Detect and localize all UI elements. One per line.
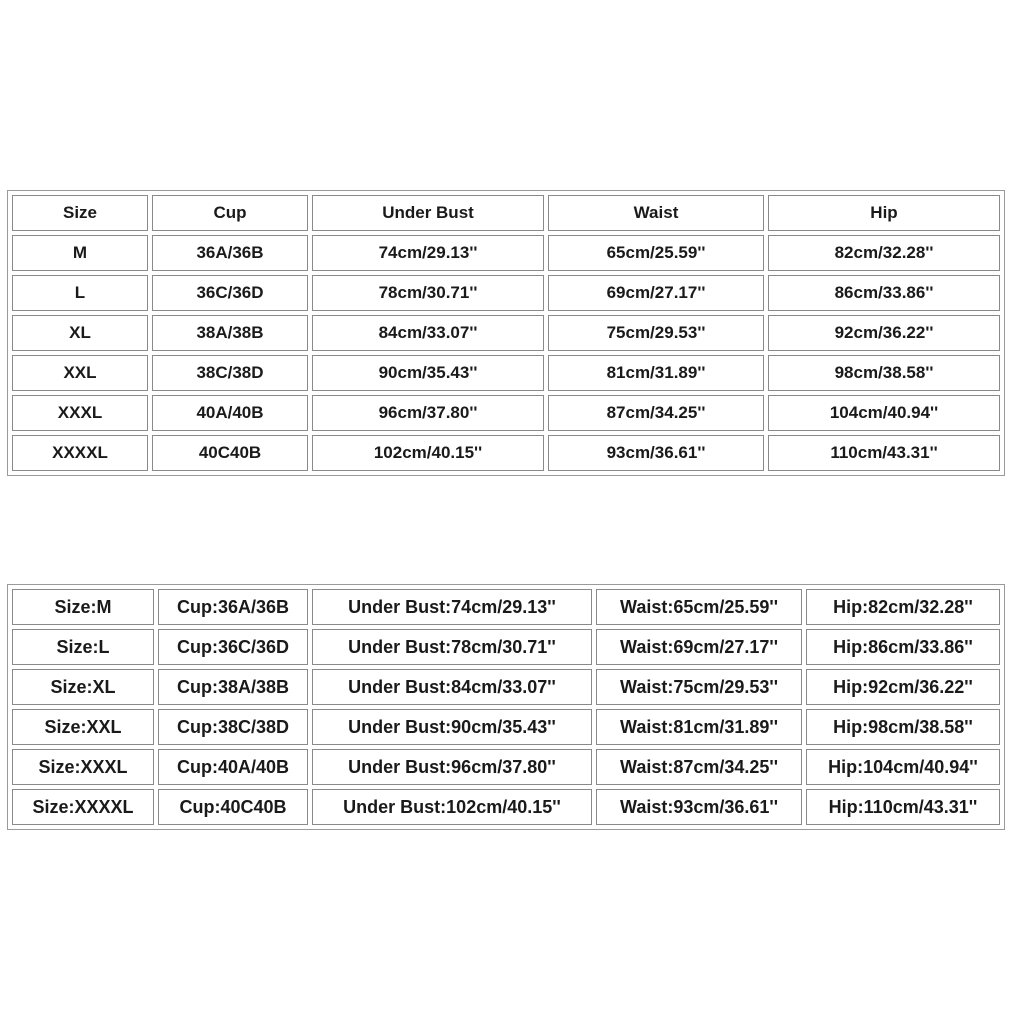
hip-cell: Hip:104cm/40.94'' bbox=[806, 749, 1000, 785]
cup-cell: Cup:38C/38D bbox=[158, 709, 308, 745]
table-row bbox=[12, 315, 1000, 351]
cup-cell: 36C/36D bbox=[152, 275, 308, 311]
cup-cell: 38C/38D bbox=[152, 355, 308, 391]
hip-cell: 86cm/33.86'' bbox=[768, 275, 1000, 311]
table-row bbox=[12, 789, 1000, 825]
hip-cell: Hip:82cm/32.28'' bbox=[806, 589, 1000, 625]
size-cell: Size:XL bbox=[12, 669, 154, 705]
waist-cell: 87cm/34.25'' bbox=[548, 395, 764, 431]
waist-cell: Waist:65cm/25.59'' bbox=[596, 589, 802, 625]
size-cell: Size:XXL bbox=[12, 709, 154, 745]
table-row bbox=[12, 435, 1000, 471]
table-row bbox=[12, 669, 1000, 705]
waist-cell: 75cm/29.53'' bbox=[548, 315, 764, 351]
size-cell: Size:M bbox=[12, 589, 154, 625]
waist-cell: Waist:69cm/27.17'' bbox=[596, 629, 802, 665]
size-cell: L bbox=[12, 275, 148, 311]
size-chart-labeled-table bbox=[7, 584, 1005, 830]
waist-cell: Waist:87cm/34.25'' bbox=[596, 749, 802, 785]
under-bust-cell: 74cm/29.13'' bbox=[312, 235, 544, 271]
cup-cell: 40C40B bbox=[152, 435, 308, 471]
hip-cell: Hip:98cm/38.58'' bbox=[806, 709, 1000, 745]
waist-cell: Waist:93cm/36.61'' bbox=[596, 789, 802, 825]
hip-cell: Hip:110cm/43.31'' bbox=[806, 789, 1000, 825]
waist-cell: 69cm/27.17'' bbox=[548, 275, 764, 311]
cup-cell: Cup:36A/36B bbox=[158, 589, 308, 625]
header-cup: Cup bbox=[152, 195, 308, 231]
under-bust-cell: 78cm/30.71'' bbox=[312, 275, 544, 311]
table-row bbox=[12, 395, 1000, 431]
under-bust-cell: Under Bust:74cm/29.13'' bbox=[312, 589, 592, 625]
size-cell: XXL bbox=[12, 355, 148, 391]
table-row bbox=[12, 629, 1000, 665]
cup-cell: Cup:40A/40B bbox=[158, 749, 308, 785]
hip-cell: 110cm/43.31'' bbox=[768, 435, 1000, 471]
table-row bbox=[12, 589, 1000, 625]
waist-cell: 65cm/25.59'' bbox=[548, 235, 764, 271]
size-cell: Size:XXXL bbox=[12, 749, 154, 785]
size-chart-table bbox=[7, 190, 1005, 476]
waist-cell: Waist:75cm/29.53'' bbox=[596, 669, 802, 705]
under-bust-cell: 90cm/35.43'' bbox=[312, 355, 544, 391]
under-bust-cell: 96cm/37.80'' bbox=[312, 395, 544, 431]
hip-cell: 82cm/32.28'' bbox=[768, 235, 1000, 271]
cup-cell: Cup:36C/36D bbox=[158, 629, 308, 665]
under-bust-cell: Under Bust:102cm/40.15'' bbox=[312, 789, 592, 825]
table-row bbox=[12, 275, 1000, 311]
hip-cell: 104cm/40.94'' bbox=[768, 395, 1000, 431]
cup-cell: Cup:40C40B bbox=[158, 789, 308, 825]
under-bust-cell: Under Bust:84cm/33.07'' bbox=[312, 669, 592, 705]
table-header-row bbox=[12, 195, 1000, 231]
waist-cell: Waist:81cm/31.89'' bbox=[596, 709, 802, 745]
hip-cell: 92cm/36.22'' bbox=[768, 315, 1000, 351]
under-bust-cell: Under Bust:78cm/30.71'' bbox=[312, 629, 592, 665]
table-row bbox=[12, 235, 1000, 271]
size-cell: XXXL bbox=[12, 395, 148, 431]
waist-cell: 93cm/36.61'' bbox=[548, 435, 764, 471]
hip-cell: 98cm/38.58'' bbox=[768, 355, 1000, 391]
header-waist: Waist bbox=[548, 195, 764, 231]
size-cell: Size:L bbox=[12, 629, 154, 665]
cup-cell: 38A/38B bbox=[152, 315, 308, 351]
cup-cell: Cup:38A/38B bbox=[158, 669, 308, 705]
header-hip: Hip bbox=[768, 195, 1000, 231]
cup-cell: 40A/40B bbox=[152, 395, 308, 431]
hip-cell: Hip:92cm/36.22'' bbox=[806, 669, 1000, 705]
table-row bbox=[12, 709, 1000, 745]
cup-cell: 36A/36B bbox=[152, 235, 308, 271]
size-cell: Size:XXXXL bbox=[12, 789, 154, 825]
hip-cell: Hip:86cm/33.86'' bbox=[806, 629, 1000, 665]
under-bust-cell: Under Bust:90cm/35.43'' bbox=[312, 709, 592, 745]
waist-cell: 81cm/31.89'' bbox=[548, 355, 764, 391]
table-row bbox=[12, 355, 1000, 391]
table-row bbox=[12, 749, 1000, 785]
under-bust-cell: Under Bust:96cm/37.80'' bbox=[312, 749, 592, 785]
size-cell: XL bbox=[12, 315, 148, 351]
size-cell: XXXXL bbox=[12, 435, 148, 471]
header-under-bust: Under Bust bbox=[312, 195, 544, 231]
header-size: Size bbox=[12, 195, 148, 231]
size-cell: M bbox=[12, 235, 148, 271]
under-bust-cell: 102cm/40.15'' bbox=[312, 435, 544, 471]
under-bust-cell: 84cm/33.07'' bbox=[312, 315, 544, 351]
